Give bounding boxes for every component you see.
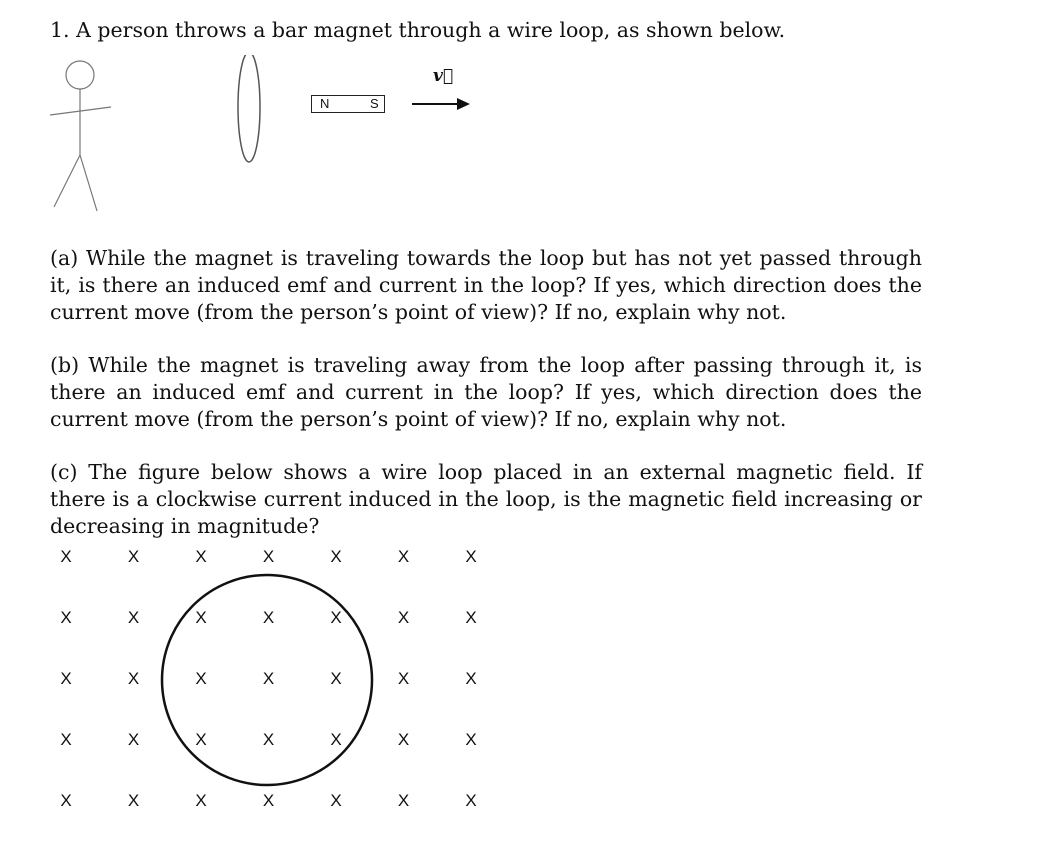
field-into-page-mark: X bbox=[465, 608, 477, 627]
field-into-page-mark: X bbox=[330, 608, 342, 627]
field-into-page-mark: X bbox=[330, 730, 342, 749]
velocity-arrow-head bbox=[457, 98, 470, 110]
question-title: 1. A person throws a bar magnet through a wire loop, as shown below. bbox=[50, 18, 786, 42]
field-into-page-mark: X bbox=[60, 608, 72, 627]
field-into-page-mark: X bbox=[397, 608, 410, 627]
field-into-page-mark: X bbox=[465, 669, 477, 688]
field-into-page-mark: X bbox=[60, 669, 72, 688]
field-into-page-mark: X bbox=[465, 730, 477, 749]
field-into-page-mark: X bbox=[60, 730, 72, 749]
field-into-page-mark: X bbox=[195, 669, 207, 688]
field-into-page-mark: X bbox=[262, 608, 275, 627]
field-into-page-mark: X bbox=[397, 730, 410, 749]
field-into-page-mark: X bbox=[330, 669, 342, 688]
magnet-south-pole: S bbox=[370, 96, 379, 111]
field-into-page-mark: X bbox=[465, 791, 477, 810]
field-into-page-mark: X bbox=[60, 791, 72, 810]
field-into-page-mark: X bbox=[127, 791, 140, 810]
field-into-page-mark: X bbox=[60, 547, 72, 566]
field-into-page-mark: X bbox=[127, 547, 140, 566]
stick-figure-left-leg bbox=[54, 155, 80, 207]
field-into-page-mark: X bbox=[330, 791, 342, 810]
wire-loop bbox=[162, 575, 372, 785]
stick-figure-right-leg bbox=[80, 155, 97, 211]
wire-loop-side-view bbox=[238, 55, 260, 162]
stick-figure bbox=[50, 61, 111, 211]
field-into-page-mark: X bbox=[262, 669, 275, 688]
velocity-label: v⃗ bbox=[433, 66, 454, 86]
field-into-page-mark: X bbox=[262, 791, 275, 810]
field-into-page-mark: X bbox=[195, 791, 207, 810]
field-into-page-mark: X bbox=[465, 547, 477, 566]
field-into-page-mark: X bbox=[195, 730, 207, 749]
field-into-page-mark: X bbox=[195, 608, 207, 627]
bar-magnet bbox=[311, 95, 385, 113]
field-into-page-mark: X bbox=[330, 547, 342, 566]
field-into-page-mark: X bbox=[397, 791, 410, 810]
field-into-page-mark: X bbox=[397, 669, 410, 688]
field-into-page-mark: X bbox=[262, 547, 275, 566]
part-c-text: (c) The figure below shows a wire loop placed in an external magnetic field. If there is a clockwise current induced in the loop, is the magnetic field increasing or decreasing in magnitude? bbox=[50, 460, 922, 538]
field-into-page-mark: X bbox=[127, 730, 140, 749]
part-a-text: (a) While the magnet is traveling towards the loop but has not yet passed through it, is there an induced emf and current in the loop? If yes, which direction does the current move (from the person’s point of view)? If no, explain why not. bbox=[50, 246, 922, 324]
field-into-page-mark: X bbox=[127, 608, 140, 627]
field-into-page-mark: X bbox=[262, 730, 275, 749]
field-into-page-mark: X bbox=[397, 547, 410, 566]
magnet-north-pole: N bbox=[320, 96, 330, 111]
part-b-text: (b) While the magnet is traveling away from the loop after passing through it, is there an induced emf and current in the loop? If yes, which direction does the current move (from the person’s point of view)? If no, explain why not. bbox=[50, 353, 922, 431]
field-into-page-mark: X bbox=[127, 669, 140, 688]
field-into-page-mark: X bbox=[195, 547, 207, 566]
stick-figure-head bbox=[66, 61, 94, 89]
